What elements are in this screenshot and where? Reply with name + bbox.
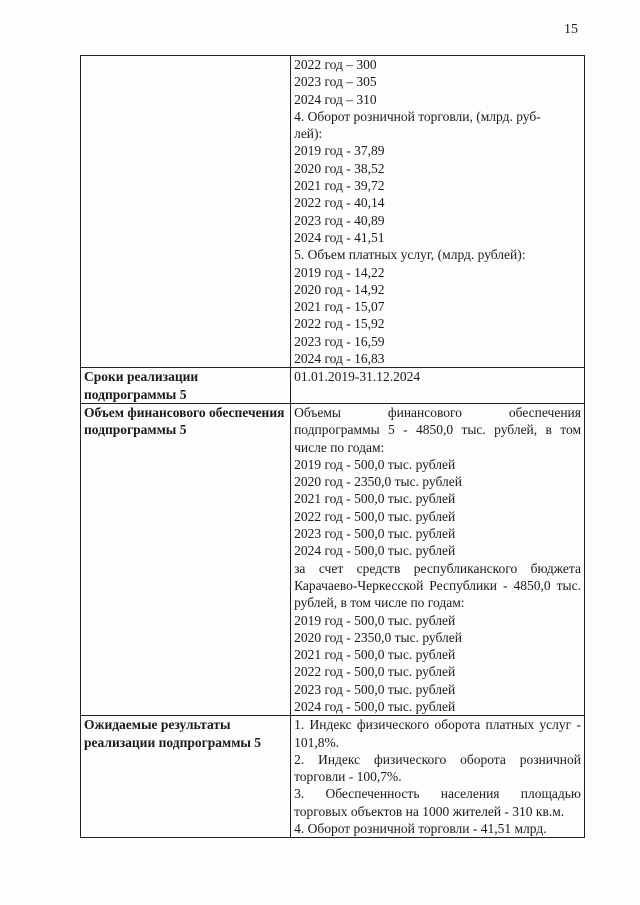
text-line: 2023 год – 305 <box>294 74 377 90</box>
passport-table <box>80 55 585 838</box>
financing-intro: Объемы финансового обеспечения подпрограммы 5 - 4850,0 тыс. рублей, в том числе по годам: <box>294 404 581 455</box>
text-line: 2022 год - 500,0 тыс. рублей <box>294 664 456 680</box>
result-item: 1. Индекс физического оборота платных услуг - 101,8%. <box>294 717 581 750</box>
indicators-cell <box>291 56 585 368</box>
financing-source: за счет средств республиканского бюджета Карачаево-Черкесской Республики - 4850,0 тыс. рублей, в том числе по годам: <box>294 560 581 611</box>
text-line: 2019 год - 500,0 тыс. рублей <box>294 456 456 472</box>
text-line: 2020 год - 38,52 <box>294 160 385 176</box>
text-line: 2023 год - 40,89 <box>294 212 385 228</box>
text-line: 2022 год - 15,92 <box>294 316 385 332</box>
results-cell <box>291 716 585 838</box>
text-line: 2019 год - 500,0 тыс. рублей <box>294 612 456 628</box>
text-line: 2020 год - 2350,0 тыс. рублей <box>294 474 462 490</box>
table-row <box>81 56 585 368</box>
row-label <box>81 56 291 368</box>
text-line: 2021 год - 500,0 тыс. рублей <box>294 491 456 507</box>
text-line: 2024 год - 500,0 тыс. рублей <box>294 543 456 559</box>
row-label: Сроки реализации подпрограммы 5 <box>81 368 291 404</box>
financing-cell <box>291 403 585 715</box>
table-row <box>81 716 585 838</box>
text-line: 2020 год - 14,92 <box>294 281 385 297</box>
text-line: 2019 год - 37,89 <box>294 143 385 159</box>
text-line: 2021 год - 39,72 <box>294 178 385 194</box>
text-line: 4. Оборот розничной торговли, (млрд. руб- <box>294 108 541 124</box>
text-line: лей): <box>294 126 323 142</box>
text-line: 2022 год – 300 <box>294 57 377 72</box>
table-row <box>81 368 585 404</box>
row-label: Объем финансового обеспечения подпрограммы 5 <box>81 403 291 715</box>
table-row <box>81 403 585 715</box>
text-line: 2023 год - 500,0 тыс. рублей <box>294 681 456 697</box>
result-item: 4. Оборот розничной торговли - 41,51 млрд. <box>294 821 547 837</box>
text-line: 2023 год - 500,0 тыс. рублей <box>294 526 456 542</box>
text-line: 2024 год – 310 <box>294 91 377 107</box>
row-label: Ожидаемые результаты реализации подпрограммы 5 <box>81 716 291 838</box>
text-line: 2024 год - 41,51 <box>294 229 385 245</box>
text-line: 5. Объем платных услуг, (млрд. рублей): <box>294 247 526 263</box>
text-line: 2020 год - 2350,0 тыс. рублей <box>294 629 462 645</box>
text-line: 2019 год - 14,22 <box>294 264 385 280</box>
text-line: 2021 год - 15,07 <box>294 299 385 315</box>
text-line: 2024 год - 16,83 <box>294 351 385 367</box>
text-line: 2022 год - 40,14 <box>294 195 385 211</box>
text-line: 2021 год - 500,0 тыс. рублей <box>294 647 456 663</box>
period-cell <box>291 368 585 404</box>
text-line: 2024 год - 500,0 тыс. рублей <box>294 698 456 714</box>
result-item: 2. Индекс физического оборота розничной торговли - 100,7%. <box>294 751 581 785</box>
text-line: 01.01.2019-31.12.2024 <box>294 369 421 385</box>
result-item: 3. Обеспеченность населения площадью торговых объектов на 1000 жителей - 310 кв.м. <box>294 786 581 819</box>
text-line: 2023 год - 16,59 <box>294 333 385 349</box>
page-number: 15 <box>564 22 578 37</box>
text-line: 2022 год - 500,0 тыс. рублей <box>294 508 456 524</box>
